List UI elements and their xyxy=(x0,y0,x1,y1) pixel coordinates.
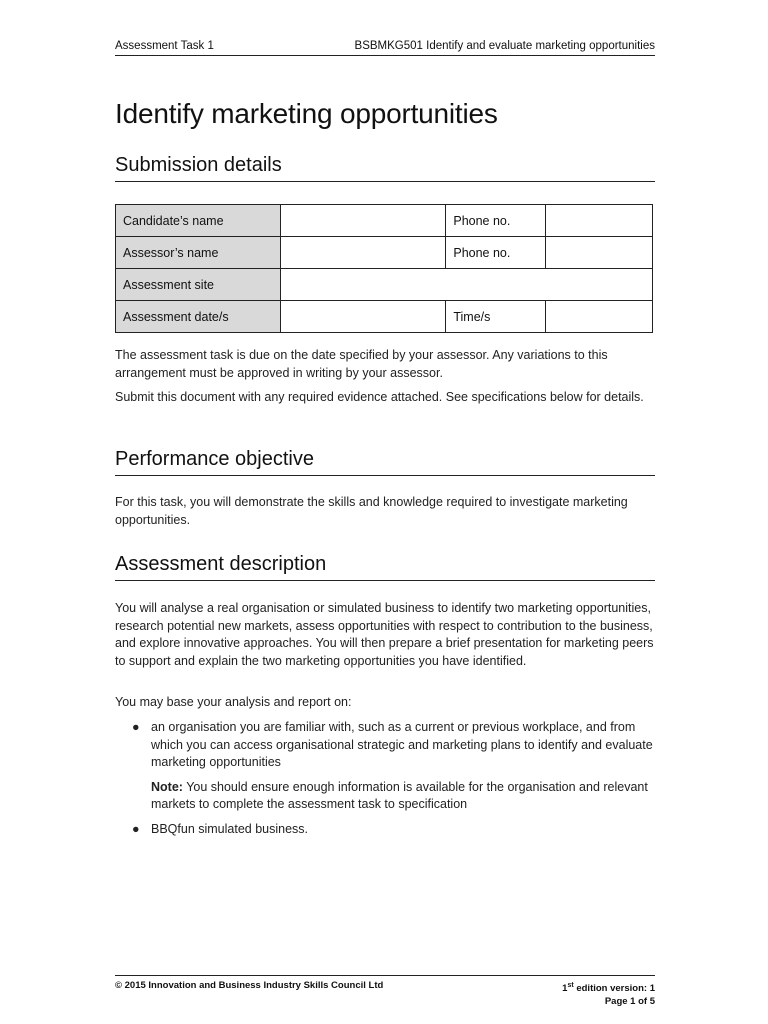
page-title: Identify marketing opportunities xyxy=(115,98,498,129)
candidate-name-field[interactable] xyxy=(280,205,446,237)
note xyxy=(151,779,655,814)
list-item-text: an organisation you are familiar with, such as a current or previous workplace, and from which you can access organisational strategic and marketing plans to identify and evaluate marketing opportunities xyxy=(151,720,653,769)
page-number: Page 1 of 5 xyxy=(604,996,655,1008)
candidate-phone-field[interactable] xyxy=(546,205,653,237)
assessment-site-field[interactable] xyxy=(280,269,652,301)
bullet-icon: ● xyxy=(132,720,140,734)
submission-details-table xyxy=(115,204,653,333)
bullet-icon: ● xyxy=(132,821,140,836)
assessment-site-label: Assessment site xyxy=(116,269,281,301)
submit-paragraph: Submit this document with any required evidence attached. See specifications below for details. xyxy=(115,390,644,404)
assessor-name-field[interactable] xyxy=(280,237,446,269)
list-item xyxy=(115,821,655,839)
assessment-description-paragraph: You will analyse a real organisation or simulated business to identify two marketing opportunities, research potential new markets, assess opportunities with respect to contribution to the business, and explore innovative approaches. You will then prepare a brief presentation for marketing peers to support and explain the two marketing opportunities you have identified. xyxy=(115,601,654,668)
candidate-phone-label: Phone no. xyxy=(446,205,546,237)
assessor-phone-field[interactable] xyxy=(546,237,653,269)
table-row xyxy=(116,269,653,301)
note-label: Note: xyxy=(151,779,183,794)
assessment-description-heading: Assessment description xyxy=(115,553,655,581)
performance-objective-paragraph: For this task, you will demonstrate the skills and knowledge required to investigate marketing opportunities. xyxy=(115,495,628,527)
edition-number: 1 xyxy=(562,983,568,995)
list-item xyxy=(115,719,655,814)
assessor-phone-label: Phone no. xyxy=(446,237,546,269)
note-text: You should ensure enough information is available for the organisation and relevant markets to complete the assessment task to specification xyxy=(151,779,648,811)
assessment-date-field[interactable] xyxy=(280,301,446,333)
candidate-name-label: Candidate’s name xyxy=(116,205,281,237)
footer-edition-info xyxy=(562,979,655,1008)
table-row xyxy=(116,301,653,333)
list-item-text: BBQfun simulated business. xyxy=(151,821,309,836)
table-row xyxy=(116,237,653,269)
performance-objective-heading: Performance objective xyxy=(115,448,655,476)
running-header xyxy=(115,40,655,56)
due-date-paragraph: The assessment task is due on the date specified by your assessor. Any variations to this arrangement must be approved in writing by your assessor. xyxy=(115,348,608,380)
header-unit-title: BSBMKG501 Identify and evaluate marketing opportunities xyxy=(354,40,655,52)
assessment-date-label: Assessment date/s xyxy=(116,301,281,333)
edition-ordinal: st xyxy=(567,982,574,989)
table-row xyxy=(116,205,653,237)
analysis-options-list xyxy=(115,719,655,838)
edition-version xyxy=(562,979,655,995)
assessor-name-label: Assessor’s name xyxy=(116,237,281,269)
time-field[interactable] xyxy=(546,301,653,333)
header-task-label: Assessment Task 1 xyxy=(115,40,214,52)
time-label: Time/s xyxy=(446,301,546,333)
page-footer xyxy=(115,975,655,1008)
edition-text: edition version: 1 xyxy=(573,983,655,995)
copyright-text: © 2015 Innovation and Business Industry Skills Council Ltd xyxy=(115,980,384,991)
submission-details-heading: Submission details xyxy=(115,154,655,182)
analysis-basis-paragraph: You may base your analysis and report on: xyxy=(115,695,352,709)
